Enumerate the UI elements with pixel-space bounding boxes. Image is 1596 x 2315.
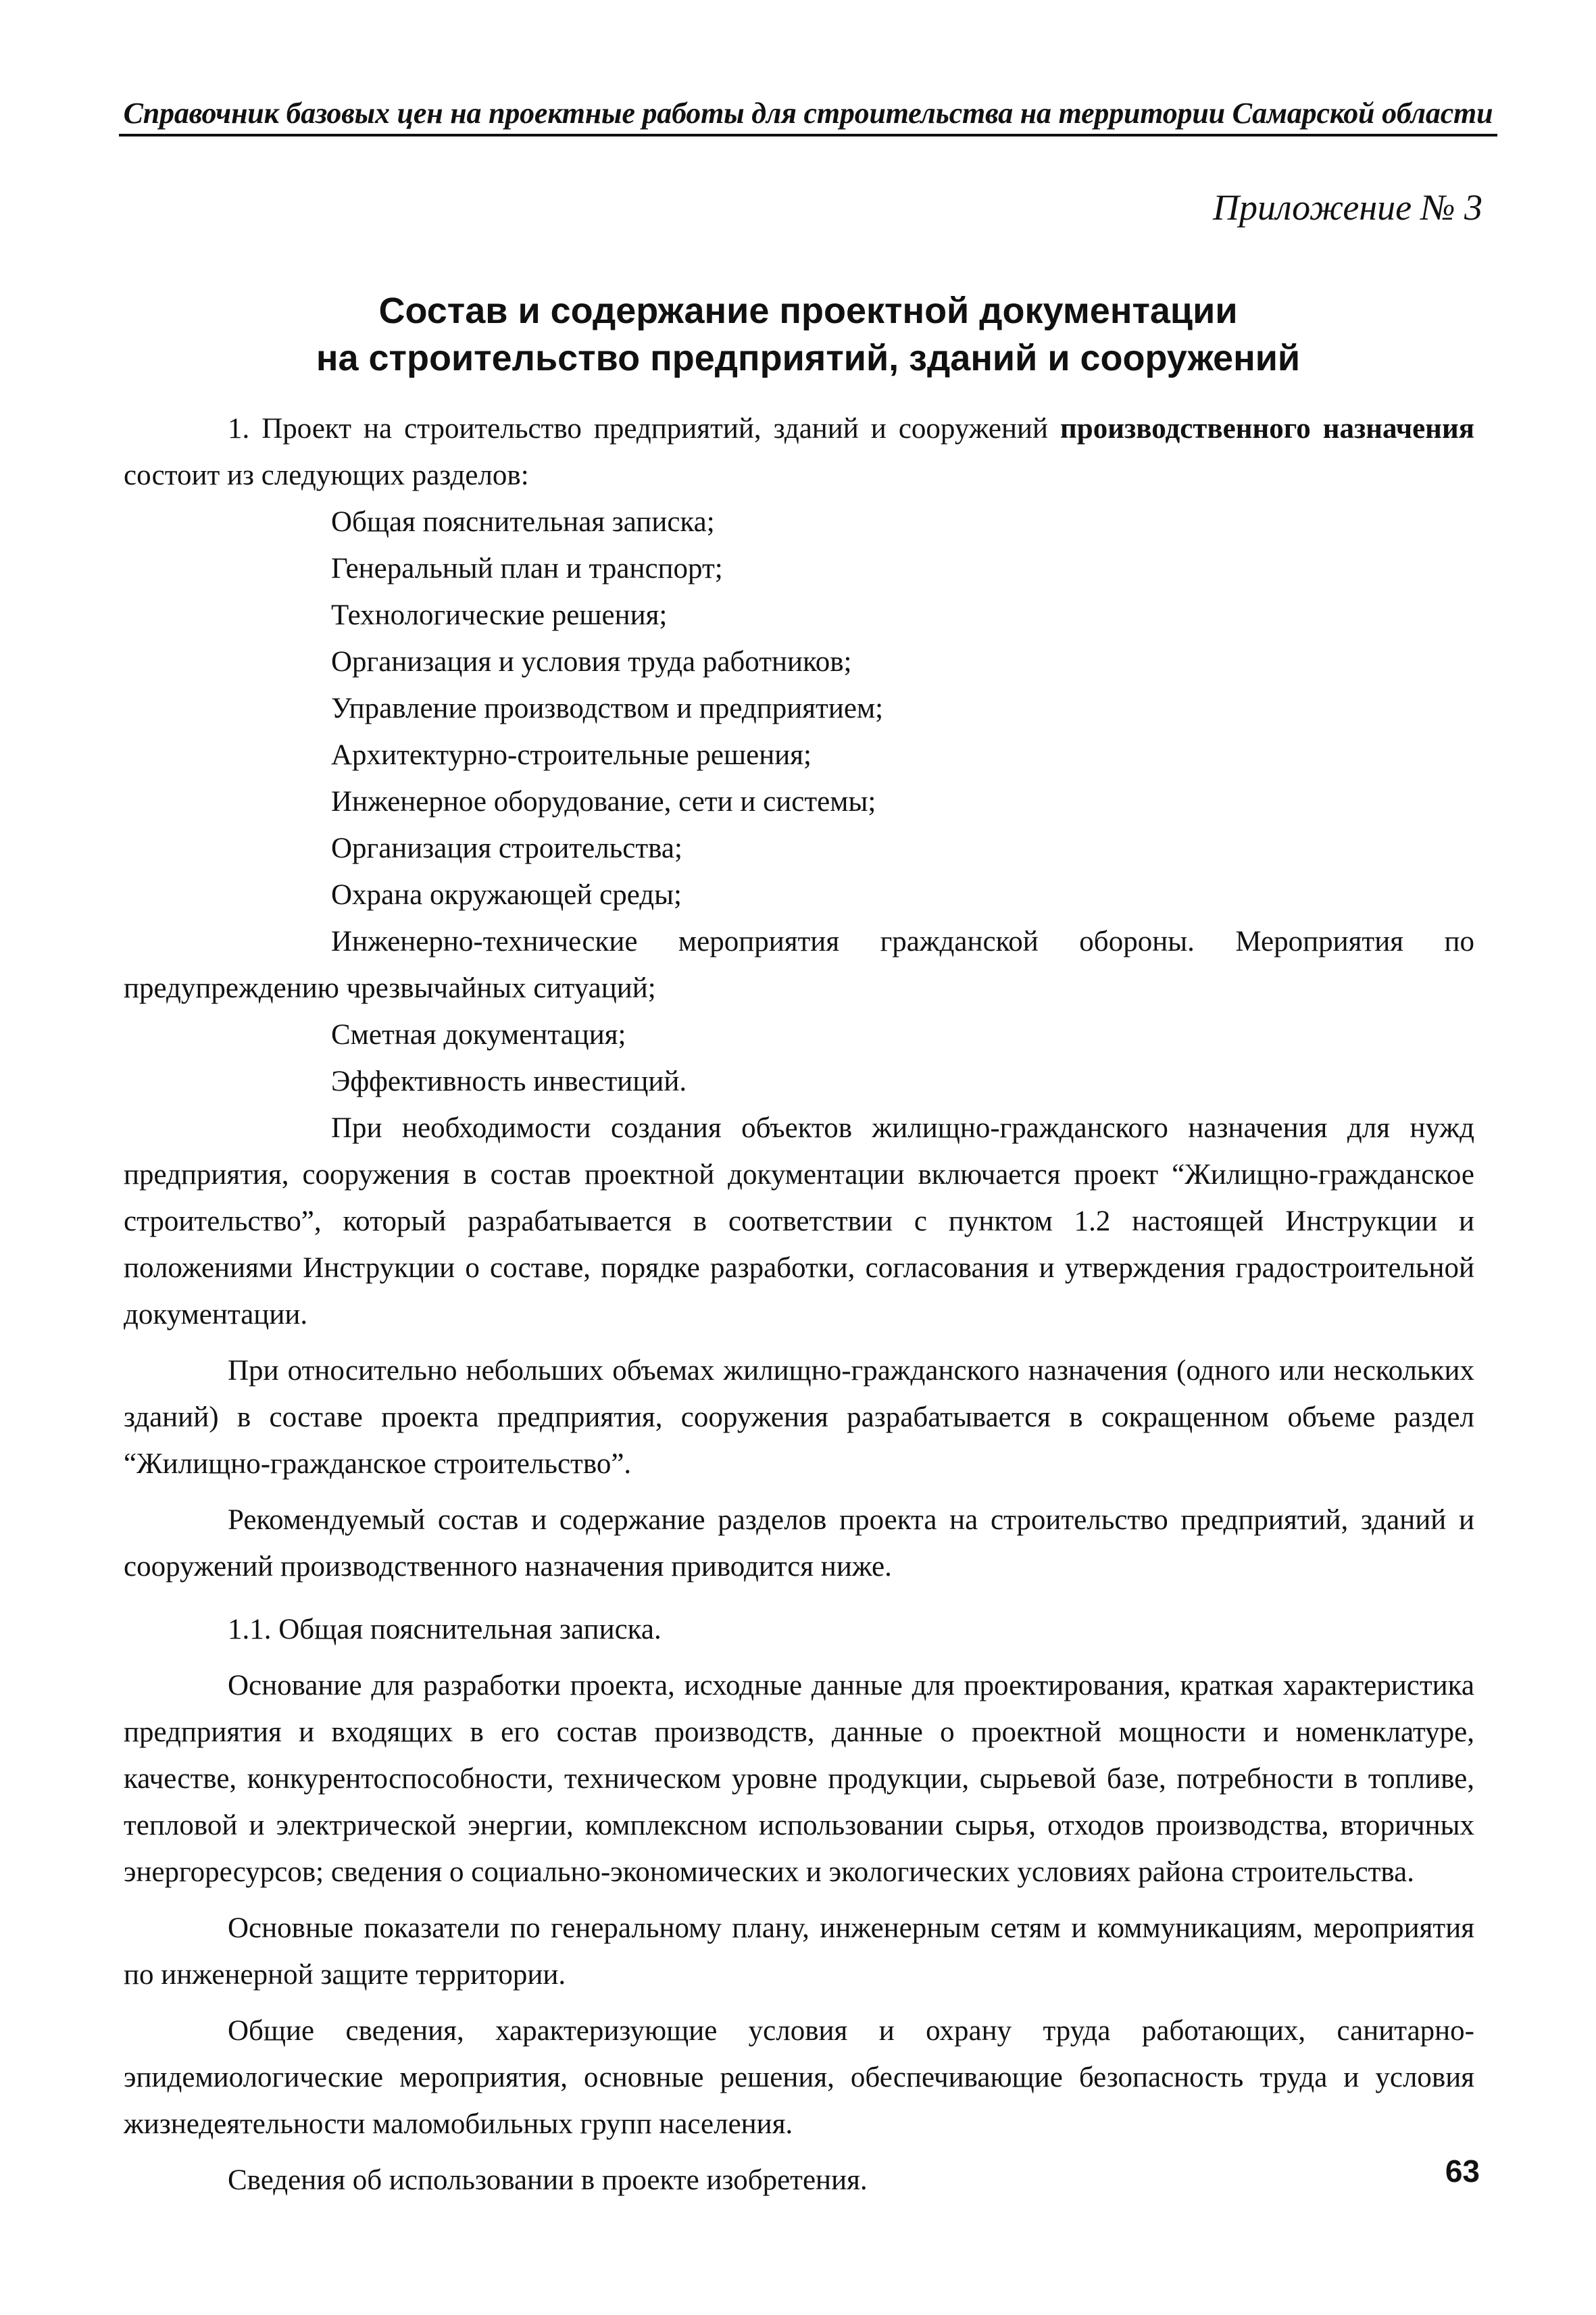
document-title — [119, 287, 1497, 382]
title-line-2: на строительство предприятий, зданий и сооружений — [316, 338, 1301, 378]
section-item: Технологические решения; — [331, 599, 668, 631]
section-item: Охрана окружающей среды; — [331, 879, 682, 911]
section-item: Архитектурно-строительные решения; — [331, 739, 812, 771]
section-item: Генеральный план и транспорт; — [331, 553, 723, 584]
page-number: 63 — [1445, 2154, 1480, 2189]
main-indicators-paragraph: Основные показатели по генеральному плану, инженерным сетям и коммуникациям, мероприятия по инженерной защите территории. — [124, 1912, 1474, 1991]
title-line-1: Состав и содержание проектной документации — [378, 291, 1238, 331]
section-item: Общая пояснительная записка; — [331, 506, 715, 538]
section-item: Управление производством и предприятием; — [331, 693, 884, 724]
body-text — [124, 405, 1474, 2204]
running-header: Справочник базовых цен на проектные работы для строительства на территории Самарской области — [119, 95, 1497, 136]
section-item: Инженерно-технические мероприятия гражданской обороны. Мероприятия по предупреждению чрезвычайных ситуаций; — [124, 926, 1474, 1004]
section-item: Организация и условия труда работников; — [331, 646, 852, 678]
small-volumes-paragraph: При относительно небольших объемах жилищно-гражданского назначения (одного или нескольких зданий) в составе проекта предприятия, сооружения разрабатывается в сокращенном объеме раздел “Жилищно-гражданское строительство”. — [124, 1355, 1474, 1480]
inventions-paragraph: Сведения об использовании в проекте изобретения. — [228, 2164, 868, 2196]
section-item: Эффективность инвестиций. — [331, 1066, 687, 1097]
recommended-paragraph: Рекомендуемый состав и содержание разделов проекта на строительство предприятий, зданий и сооружений производственного назначения приводится ниже. — [124, 1504, 1474, 1583]
appendix-label: Приложение № 3 — [1212, 187, 1482, 228]
general-info-paragraph: Общие сведения, характеризующие условия и охрану труда работающих, санитарно-эпидемиологические мероприятия, основные решения, обеспечивающие безопасность труда и условия жизнедеятельности маломобильных групп населения. — [124, 2015, 1474, 2140]
intro-paragraph: 1. Проект на строительство предприятий, зданий и сооружений производственного назначения состоит из следующих разделов: — [124, 413, 1474, 491]
section-item: Организация строительства; — [331, 832, 682, 864]
housing-needs-paragraph: При необходимости создания объектов жилищно-гражданского назначения для нужд предприятия, сооружения в состав проектной документации включается проект “Жилищно-гражданское строительство”, который разрабатывается в соответствии с пунктом 1.2 настоящей Инструкции и положениями Инструкции о составе, порядке разработки, согласования и утверждения градостроительной документации. — [124, 1112, 1474, 1330]
subsection-heading: 1.1. Общая пояснительная записка. — [228, 1614, 662, 1645]
basis-paragraph: Основание для разработки проекта, исходные данные для проектирования, краткая характеристика предприятия и входящих в его состав производств, данные о проектной мощности и номенклатуре, качестве, конкурентоспособности, техническом уровне продукции, сырьевой базе, потребности в топливе, тепловой и электрической энергии, комплексном использовании сырья, отходов производства, вторичных энергоресурсов; сведения о социально-экономических и экологических условиях района строительства. — [124, 1670, 1474, 1888]
section-item: Инженерное оборудование, сети и системы; — [331, 786, 876, 818]
intro-bold-term: производственного назначения — [1060, 413, 1474, 445]
section-item: Сметная документация; — [331, 1019, 626, 1051]
